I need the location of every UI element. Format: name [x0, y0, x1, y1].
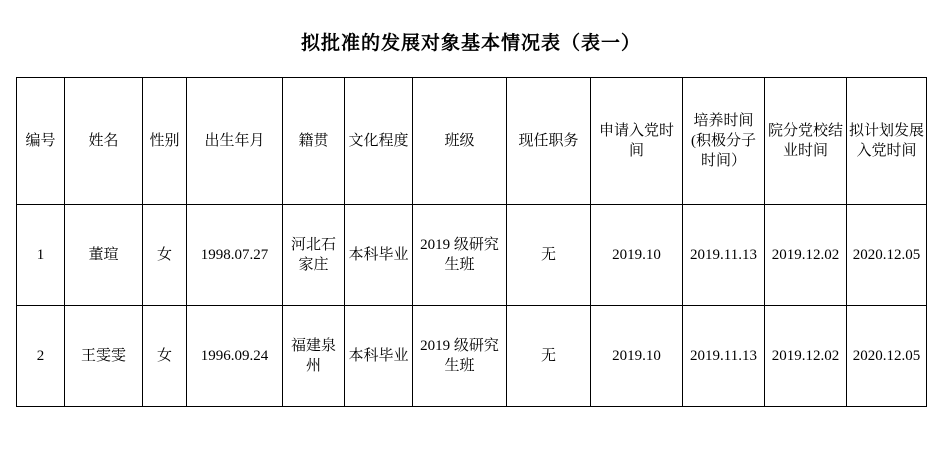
column-header-cultivation-time: 培养时间(积极分子时间）: [683, 78, 765, 205]
cell-apply-time: 2019.10: [591, 205, 683, 306]
cell-no: 1: [17, 205, 65, 306]
column-header-position: 现任职务: [507, 78, 591, 205]
cell-origin: 福建泉州: [283, 306, 345, 407]
column-header-no: 编号: [17, 78, 65, 205]
cell-name: 王雯雯: [65, 306, 143, 407]
column-header-apply-time: 申请入党时间: [591, 78, 683, 205]
cell-cultivation-time: 2019.11.13: [683, 205, 765, 306]
cell-gender: 女: [143, 205, 187, 306]
table-container: [0, 77, 942, 407]
column-header-class: 班级: [413, 78, 507, 205]
cell-apply-time: 2019.10: [591, 306, 683, 407]
cell-position: 无: [507, 306, 591, 407]
cell-planned-time: 2020.12.05: [847, 306, 927, 407]
column-header-birth: 出生年月: [187, 78, 283, 205]
cell-origin: 河北石家庄: [283, 205, 345, 306]
column-header-party-school-time: 院分党校结业时间: [765, 78, 847, 205]
cell-party-school-time: 2019.12.02: [765, 205, 847, 306]
table-header-row: [17, 78, 927, 205]
cell-education: 本科毕业: [345, 205, 413, 306]
column-header-gender: 性别: [143, 78, 187, 205]
cell-name: 董瑄: [65, 205, 143, 306]
column-header-origin: 籍贯: [283, 78, 345, 205]
cell-class: 2019 级研究生班: [413, 205, 507, 306]
column-header-education: 文化程度: [345, 78, 413, 205]
page-title: 拟批准的发展对象基本情况表（表一）: [300, 33, 641, 54]
table-row: [17, 205, 927, 306]
cell-class: 2019 级研究生班: [413, 306, 507, 407]
column-header-planned-time: 拟计划发展入党时间: [847, 78, 927, 205]
column-header-name: 姓名: [65, 78, 143, 205]
cell-gender: 女: [143, 306, 187, 407]
cell-no: 2: [17, 306, 65, 407]
cell-cultivation-time: 2019.11.13: [683, 306, 765, 407]
cell-planned-time: 2020.12.05: [847, 205, 927, 306]
document-page: [0, 28, 942, 466]
table-row: [17, 306, 927, 407]
cell-birth: 1998.07.27: [187, 205, 283, 306]
approval-table: [16, 77, 927, 407]
cell-birth: 1996.09.24: [187, 306, 283, 407]
cell-party-school-time: 2019.12.02: [765, 306, 847, 407]
cell-education: 本科毕业: [345, 306, 413, 407]
cell-position: 无: [507, 205, 591, 306]
